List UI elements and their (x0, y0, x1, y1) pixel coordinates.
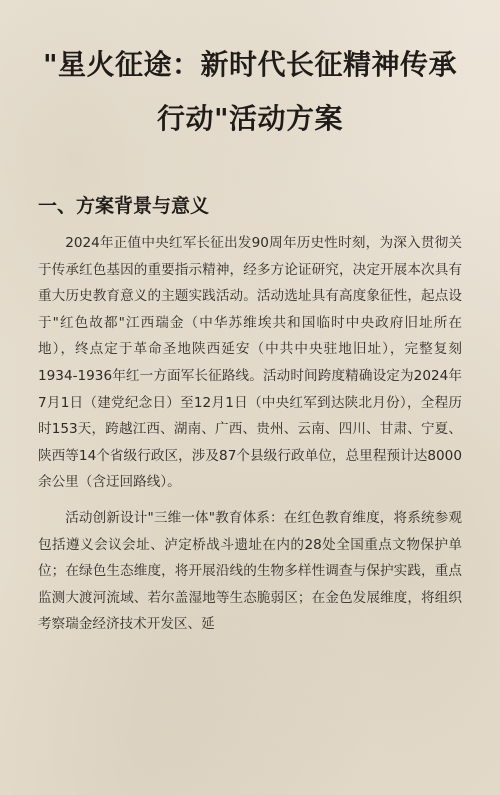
paragraph-background: 2024年正值中央红军长征出发90周年历史性时刻，为深入贯彻关于传承红色基因的重要指示精神，经多方论证研究，决定开展本次具有重大历史教育意义的主题实践活动。活动选址具有高度象征性，起点设于"红色故都"江西瑞金（中华苏维埃共和国临时中央政府旧址所在地），终点定于革命圣地陕西延安（中共中央驻地旧址），完整复刻1934-1936年红一方面军长征路线。活动时间跨度精确设定为2024年7月1日（建党纪念日）至12月1日（中央红军到达陕北月份），全程历时153天，跨越江西、湖南、广西、贵州、云南、四川、甘肃、宁夏、陕西等14个省级行政区，涉及87个县级行政单位，总里程预计达8000余公里（含迂回路线）。 (38, 235, 462, 491)
paragraph-education-system: 活动创新设计"三维一体"教育体系：在红色教育维度，将系统参观包括遵义会议会址、泸定桥战斗遗址在内的28处全国重点文物保护单位；在绿色生态维度，将开展沿线的生物多样性调查与保护实践，重点监测大渡河流域、若尔盖湿地等生态脆弱区；在金色发展维度，将组织考察瑞金经济技术开发区、延 (38, 509, 462, 633)
section-heading: 一、方案背景与意义 (38, 195, 210, 217)
document-title: "星火征途：新时代长征精神传承行动"活动方案 (42, 48, 458, 135)
